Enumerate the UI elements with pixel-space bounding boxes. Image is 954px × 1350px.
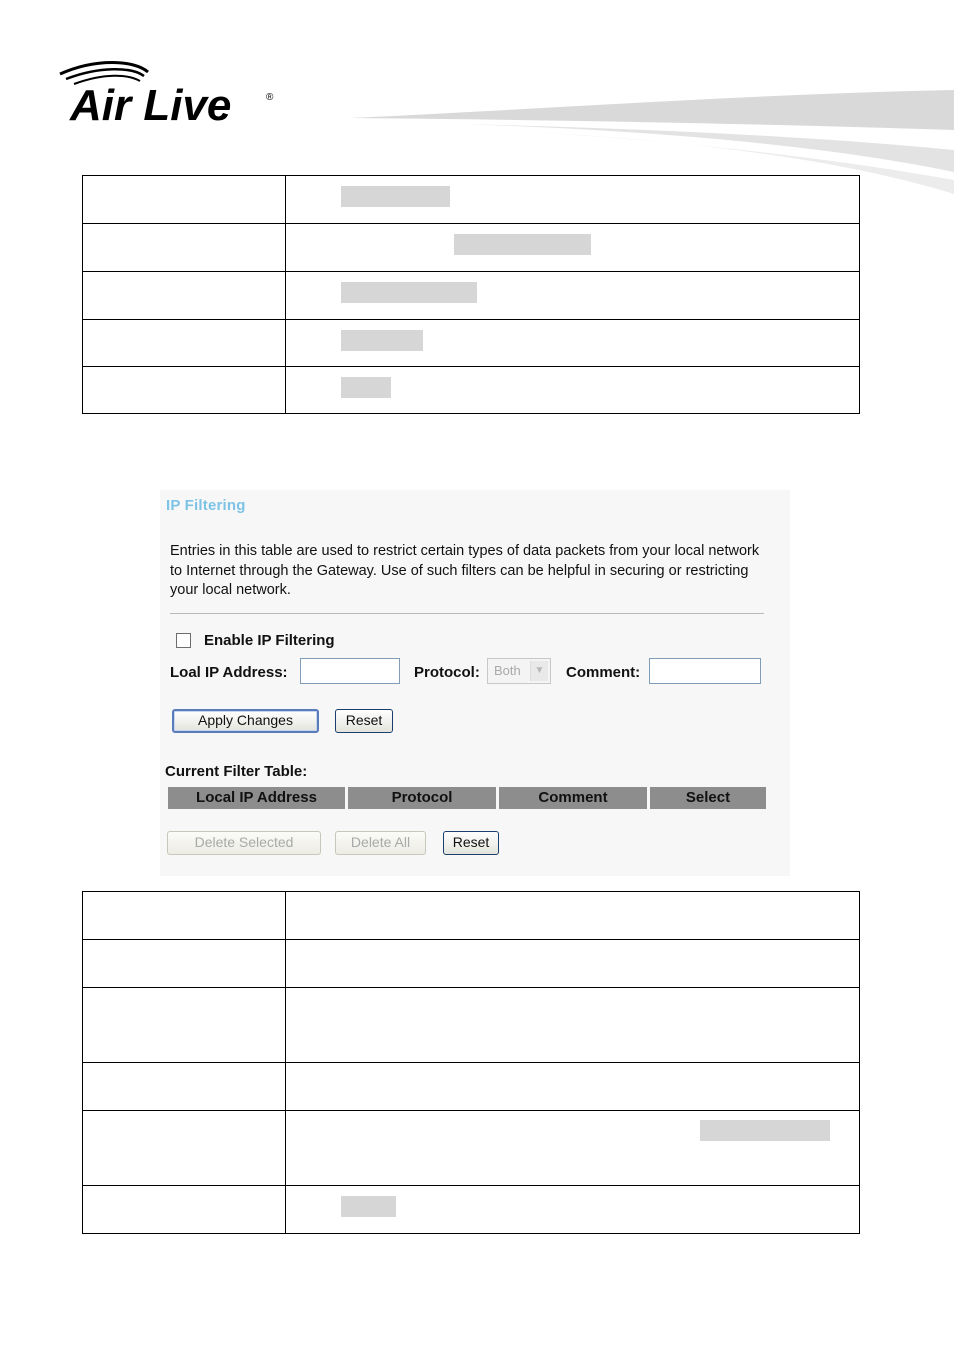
registered-mark: ®	[266, 92, 274, 103]
redacted-highlight	[341, 1196, 396, 1217]
apply-changes-button[interactable]: Apply Changes	[172, 709, 319, 733]
comment-input[interactable]	[649, 658, 761, 684]
local-ip-input[interactable]	[300, 658, 400, 684]
column-header-comment: Comment	[499, 787, 647, 809]
column-header-protocol: Protocol	[348, 787, 496, 809]
protocol-select-value: Both	[494, 663, 521, 678]
ip-filtering-title: IP Filtering	[166, 497, 246, 514]
comment-label: Comment:	[566, 664, 641, 681]
top-doc-table	[82, 175, 860, 414]
reset-button[interactable]: Reset	[335, 709, 393, 733]
redacted-highlight	[454, 234, 591, 255]
table-reset-button[interactable]: Reset	[443, 831, 499, 855]
redacted-highlight	[341, 282, 477, 303]
ip-filtering-description: Entries in this table are used to restrict certain types of data packets from your local network to Internet through the Gateway. Use of such filters can be helpful in securing or restricting your local network.	[170, 543, 760, 598]
delete-all-button[interactable]: Delete All	[335, 831, 426, 855]
enable-ip-filtering-checkbox[interactable]	[176, 633, 191, 648]
ip-filtering-panel	[160, 490, 790, 876]
enable-ip-filtering-label: Enable IP Filtering	[204, 632, 335, 649]
column-header-local-ip: Local IP Address	[168, 787, 345, 809]
airlive-logo	[56, 60, 286, 130]
protocol-select[interactable]	[487, 658, 551, 684]
redacted-highlight	[341, 186, 450, 207]
redacted-highlight	[341, 377, 391, 398]
bottom-doc-table	[82, 891, 860, 1234]
redacted-highlight	[700, 1120, 830, 1141]
redacted-highlight	[341, 330, 423, 351]
current-filter-table-label: Current Filter Table:	[165, 763, 308, 780]
protocol-label: Protocol:	[414, 664, 480, 681]
chevron-down-icon: ▼	[530, 661, 548, 681]
delete-selected-button[interactable]: Delete Selected	[167, 831, 321, 855]
local-ip-label: Loal IP Address:	[170, 664, 288, 681]
logo-text: Air Live	[70, 81, 232, 130]
divider	[170, 613, 764, 614]
column-header-select: Select	[650, 787, 766, 809]
